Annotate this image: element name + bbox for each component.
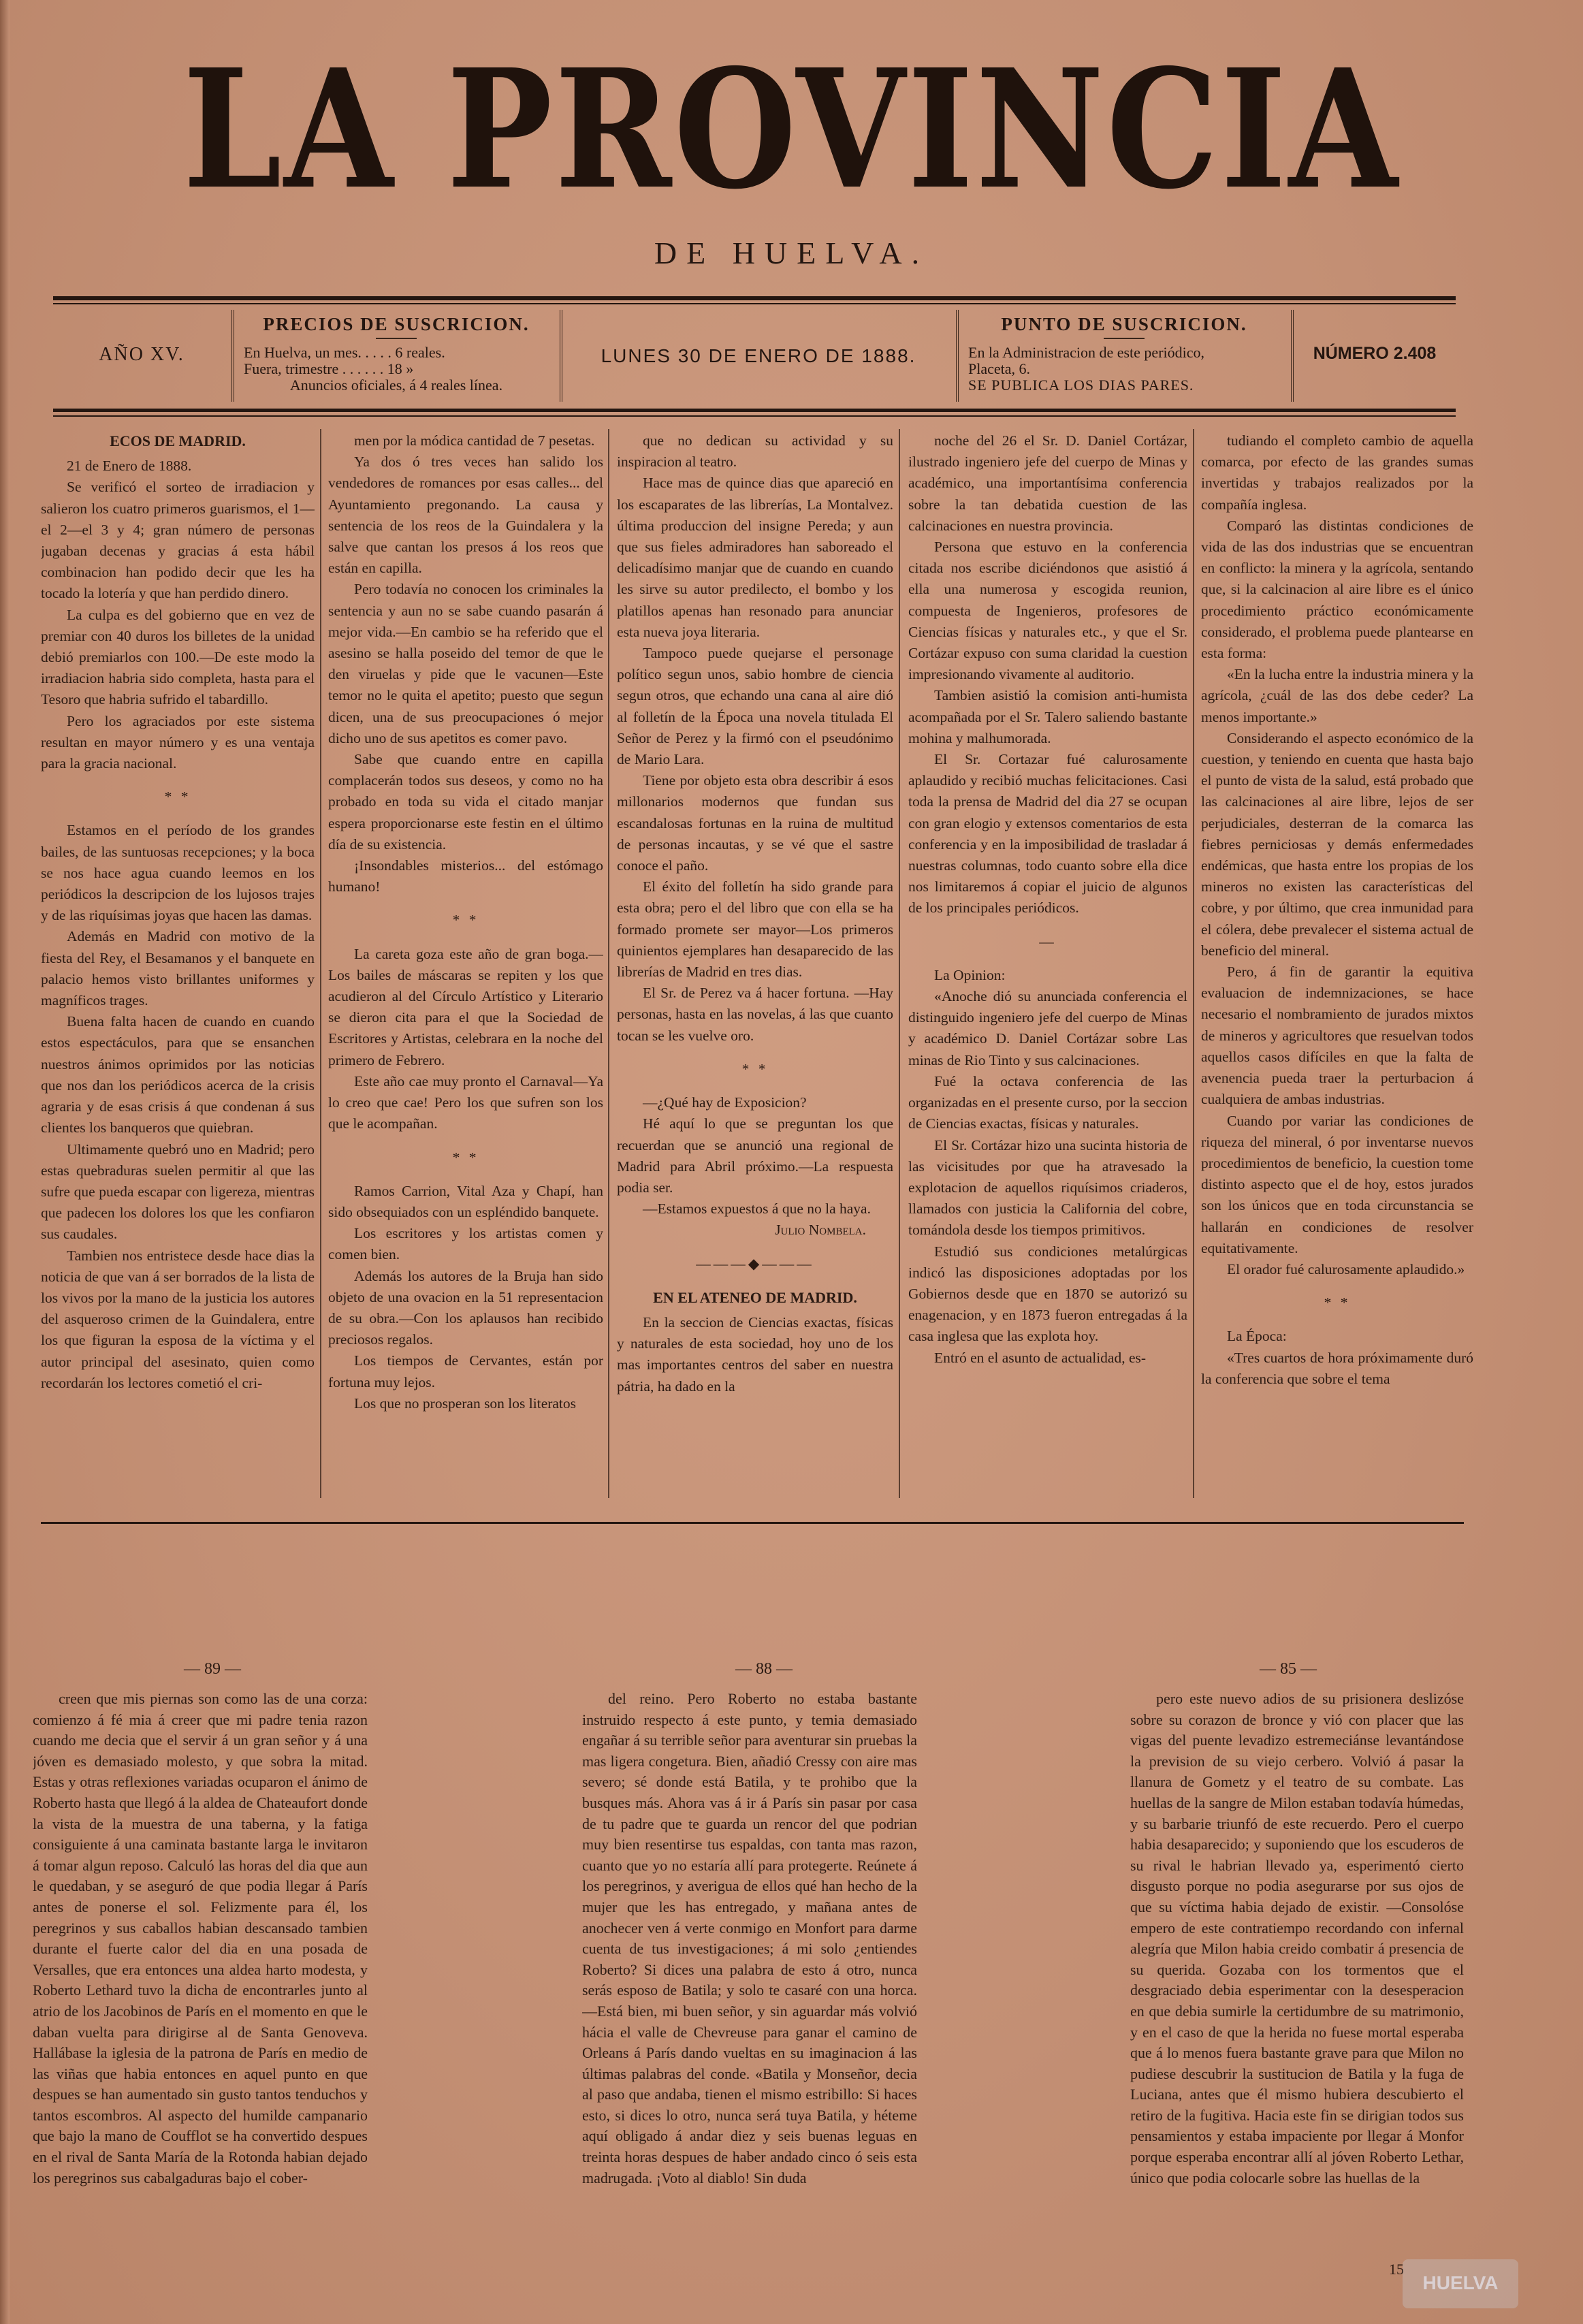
paragraph: tudiando el completo cambio de aquella comarca, por efecto de las grandes sumas invertidas y trabajos realizados por la compañía inglesa. [1201,432,1473,513]
paragraph: Tampoco puede quejarse el personage político segun unos, sabio hombre de ciencia segun otros, que echando una cana al aire dió al folletín de la Época una novela titulada El Señor de Perez y la firmó con el pseudónimo de Mario Lara. [617,645,893,768]
paragraph: La culpa es del gobierno que en vez de premiar con 40 duros los billetes de la unidad debió premiarlos con 100.—De este modo la irradiacion habria sido completa, hasta para el Tesoro que habria sufrido el tabardillo. [41,606,315,708]
paragraph: Tiene por objeto esta obra describir á esos millonarios modernos que fundan sus escandalosas fortunas en la ruina de multitud de personas incautas, y se vé que el sastre conoce el paño. [617,772,893,874]
paragraph: Buena falta hacen de cuando en cuando estos espectáculos, para que se ensanchen nuestros ánimos oprimidos por las noticias que nos dan los periódicos acerca de la crisis agraria y de esas crisis á que condenan á sus clientes los banqueros que quiebran. [41,1013,315,1136]
paragraph: Los que no prosperan son los literatos [354,1395,577,1412]
paragraph: Estudió sus condiciones metalúrgicas indicó las disposiciones adoptadas por los Gobiernos desde que en 1870 se autorizó su enagenacion, y en 1873 fueron entregadas á la casa inglesa que las explota hoy. [908,1243,1187,1345]
point-line-1: En la Administracion de este periódico, [968,344,1205,361]
section-separator: * * [452,912,479,929]
price-line-1: En Huelva, un mes. . . . . 6 reales. [244,344,445,361]
paragraph: Pero todavía no conocen los criminales la sentencia y aun no se sabe cuando pasarán á mejor vida.—En cambio se ha referido que el asesino se halla poseido del temor de que le den viruelas y pide que le vacunen—Este temor no le quita el apetito; puesto que segun dicen, una de sus preocupaciones ó mejor dicho uno de sus apetitos es comer pavo. [328,581,603,746]
section-separator: — [1039,933,1057,950]
column-rule-1 [320,429,321,1498]
paragraph: Los escritores y los artistas comen y comen bien. [328,1225,603,1263]
paragraph: La careta goza este año de gran boga.—Los bailes de máscaras se repiten y los que acudieron al del Círculo Artístico y Literario se dieron cita para el que la Sociedad de Escritores y Artistas, celebrara en la noche del primero de Febrero. [328,945,603,1068]
paragraph: En la seccion de Ciencias exactas, físicas y naturales de esta sociedad, hoy uno de los mas importantes centros del saber en nuestra pátria, ha dado en la [617,1314,893,1395]
column-4 [908,430,1187,1499]
paragraph: Fué la octava conferencia de las organizadas en el presente curso, por la seccion de Ciencias exactas, físicas y naturales. [908,1072,1187,1132]
price-line-3: Anuncios oficiales, á 4 reales línea. [289,377,503,394]
year: AÑO XV. [99,344,185,365]
paragraph: La Opinion: [934,966,1006,983]
paragraph: Sabe que cuando entre en capilla complacerán todos sus deseos, y como no ha probado en toda su vida el citado manjar espera proporcionarse este festin en el último día de su existencia. [328,751,603,853]
folletin-middle [582,1689,917,2247]
paragraph: Ya dos ó tres veces han salido los vendedores de romances por esas calles... del Ayuntamiento pregonando. La causa y sentencia de los reos de la Guindalera y la salve que cantan los presos á los reos que están en capilla. [328,453,603,577]
paragraph: Los tiempos de Cervantes, están por fortuna muy lejos. [328,1352,603,1390]
rule-top-thin [53,303,1456,304]
folletin-right-text: pero este nuevo adios de su prisionera deslizóse sobre su corazon de bronce y vió con placer que las vigas del puente levadizo estremeciánse levantándose la prevision de su viejo cerbero. Volvió á pasar la llanura de Gometz y el teatro de su combate. Las huellas de la sangre de Milon estaban todavía húmedas, y su barbarie triunfó de este recuerdo. Pero el cuerpo habia desaparecido; y suponiendo que los escuderos de su rival le habrian llevado ya, esperimentó cierto disgusto porque no podia asegurarse por sus ojos de que su víctima habia dejado de existir. —Consolóse empero de este contratiempo recordando con infernal alegría que Milon habia creido combatir á presencia de su querida. Gozaba con los tormentos que el desgraciado debia esperimentar con la desesperacion en que debia sumirle la certidumbre de su matrimonio, y en el caso de que la herida no fuese mortal esperaba que á lo menos fuera bastante grave para que Milon no pudiese descubrir la sustitucion de Batila y la fuga de Luciana, antes que él mismo hubiera descubierto el retiro de la fugitiva. Hacia este fin se dirigian todos sus pensamientos y estaba impaciente por llegar á Monfor porque esperaba encontrar allí al jóven Roberto Lethar, único que podia colocarle sobre las huellas de la [1130,1690,1464,2186]
section-separator: * * [741,1060,769,1077]
paragraph: Pero los agraciados por este sistema resultan en mayor número y es una ventaja para la gracia nacional. [41,712,315,772]
section-separator: * * [164,789,191,806]
paragraph: El orador fué calurosamente aplaudido.» [1227,1260,1465,1277]
paragraph: Persona que estuvo en la conferencia citada nos escribe diciéndonos que asistió á ella una numerosa y escogida reunion, compuesta de Ingenieros, profesores de Ciencias físicas y naturales etc., y que el Sr. Cortázar expuso con suma claridad la cuestion impresionando vivamente al auditorio. [908,539,1187,683]
page-number-middle: — 88 — [735,1660,793,1678]
paragraph: Considerando el aspecto económico de la cuestion, y teniendo en cuenta que hasta bajo el punto de vista de la salud, está probado que las calcinaciones al aire libre, lejos de ser perjudiciales, desterran de la comarca las fiebres perniciosas y demás enfermedades endémicas, que hasta entre los propias de los mineros no existen las características del cobre, y por último, que crea inmunidad para el cólera, debe prevalecer el sistema actual de beneficio del mineral. [1201,729,1473,959]
paragraph: «Anoche dió su anunciada conferencia el distinguido ingeniero jefe del cuerpo de Minas y académico D. Daniel Cortázar sobre Las minas de Rio Tinto y sus calcinaciones. [908,988,1187,1068]
paragraph: que no dedican su actividad y su inspiracion al teatro. [617,432,893,471]
folletin-left-text: creen que mis piernas son como las de una corza: comienzo á fé mia á creer que mi padre tenia razon cuando me decia que el servir á un gran señor y á una jóven es demasiado molesto, y que sobra la mitad. Estas y otras reflexiones variadas ocuparon el ánimo de Roberto hasta que llegó á la aldea de Chateaufort donde la vista de la muestra de una taberna, y la fatiga consiguiente á una caminata bastante larga le invitaron á tomar algun reposo. Calculó las horas del dia que aun le quedaban, y se aseguró de que podia llegar á París antes de ponerse el sol. Felizmente para él, los peregrinos y sus caballos habian descansado tambien durante el fuerte calor del dia en una posada de Versalles, que era entonces una aldea harto modesta, y Roberto Lethard tuvo la dicha de encontrarles junto al atrio de los Jacobinos de París en el momento en que le daban vuelta para dirigirse al de Santa Genoveva. Hallábase la iglesia de la patrona de París en medio de las viñas que habia entonces en aquel punto en que despues se han aumentado sin gusto tantos tenduchos y tantos escombros. Al aspecto del humilde campanario que bajo la mano de Coufflot se ha convertido despues en el rival de Santa María de la Rotonda habian dejado los peregrinos sus cabalgaduras bajo el cober- [33,1690,368,2186]
paragraph: «En la lucha entre la industria minera y la agrícola, ¿cuál de las dos debe ceder? La menos importante.» [1201,666,1473,725]
paragraph: men por la módica cantidad de 7 pesetas. [354,432,595,449]
folletin-right [1130,1689,1464,2254]
section-separator: * * [1324,1294,1351,1311]
paragraph: Entró en el asunto de actualidad, es- [934,1349,1147,1366]
folio-number: 15 [1389,2261,1404,2278]
paragraph: Comparó las distintas condiciones de vida de las dos industrias que se encuentran en conflicto: la minera y la agrícola, sentando que, si la calcinacion al aire libre es el único procedimiento práctico económicamente considerado, el problema puede plantearse en esta forma: [1201,517,1473,662]
date-box [560,310,955,402]
paragraph: Además en Madrid con motivo de la fiesta del Rey, el Besamanos y el banquete en palacio hemos visto brillantes uniformes y magníficos trages. [41,928,315,1009]
section-separator: * * [452,1149,479,1166]
paragraph: Ramos Carrion, Vital Aza y Chapí, han sido obsequiados con un espléndido banquete. [328,1182,603,1220]
paragraph: Cuando por variar las condiciones de riqueza del mineral, ó por inventarse nuevos procedimientos de beneficio, la cuestion tome distinto aspecto que el de hoy, estos jurados son los únicos que en toda circunstancia se hallarán en condiciones de resolver equitativamente. [1201,1112,1473,1256]
column-rule-3 [899,429,900,1498]
paragraph: Además los autores de la Bruja han sido objeto de una ovacion en la 51 representacion de su obra.—Con los aplausos han recibido preciosos regalos. [328,1267,603,1348]
article-heading: ECOS DE MADRID. [110,432,246,449]
paragraph: Pero, á fin de garantir la equitiva evaluacion de indemnizaciones, se hace necesario el nombramiento de jurados mixtos de mineros y agricultores que resuelvan todos aquellos casos difíciles en que la falta de avenencia pueda traer la perturbacion á cualquiera de ambas industrias. [1201,964,1473,1108]
paragraph: «Tres cuartos de hora próximamente duró la conferencia que sobre el tema [1201,1349,1473,1387]
article-heading: EN EL ATENEO DE MADRID. [653,1288,857,1306]
paragraph: Tambien nos entristece desde hace dias la noticia de que van á ser borrados de la lista de los vivos por la mano de la justicia los autores del asqueroso crimen de la Guindalera, entre los que figuran la esposa de la víctima y el autor principal del asesinato, quien como recordarán los lectores cometió el cri- [41,1247,315,1391]
paragraph: Este año cae muy pronto el Carnaval—Ya lo creo que cae! Pero los que sufren son los que le acompañan. [328,1072,603,1132]
column-1 [41,430,315,1499]
paragraph: Hé aquí lo que se preguntan los que recuerdan que se anunció una regional de Madrid para Abril próximo.—La respuesta podia ser. [617,1115,893,1196]
point-line-2: Placeta, 6. [968,360,1031,377]
page-number-left: — 89 — [184,1660,241,1678]
point-title: PUNTO DE SUSCRICION. [1001,314,1247,334]
paragraph: Estamos en el período de los grandes bailes, de las suntuosas recepciones; y la boca se nos hace agua cuando leemos en los periódicos la descripcion de los lujosos trajes y de las riquísimas joyas que hacen las damas. [41,822,315,924]
number-box [1291,310,1456,402]
paragraph: noche del 26 el Sr. D. Daniel Cortázar, ilustrado ingeniero jefe del cuerpo de Minas y académico, una importantísima conferencia sobre la tan debatida cuestion de las calcinaciones en nuestra provincia. [908,432,1187,534]
column-rule-2 [608,429,609,1498]
paragraph: El Sr. de Perez va á hacer fortuna. —Hay personas, hasta en las novelas, á las que cuanto tocan se les vuelve oro. [617,985,893,1044]
column-rule-4 [1193,429,1194,1498]
paragraph: Ultimamente quebró uno en Madrid; pero estas quebraduras suelen permitir al que las sufre que pueda escapar con ligereza, mientras que padecen los dolores los que les confiaron sus caudales. [41,1141,315,1243]
point-divider [1104,338,1145,339]
paragraph: Hace mas de quince dias que apareció en los escaparates de las librerías, La Montalvez. última produccion del insigne Pereda; y aun que sus fieles admiradores han saboreado el delicadísimo manjar que de cuando en cuando les sirve su autor predilecto, el bombo y los platillos apenas han resonado para anunciar esta nueva joya literaria. [617,475,893,640]
paragraph: El Sr. Cortazar fué calurosamente aplaudido y recibió muchas felicitaciones. Casi toda la prensa de Madrid del dia 27 se ocupan con gran elogio y extensos comentarios de esta conferencia y en la imposibilidad de trasladar á nuestras columnas, todo cuanto sobre ella dice nos limitaremos á copiar el juicio de algunos de los principales periódicos. [908,751,1187,917]
prices-box [231,310,558,402]
rule-top [53,296,1456,300]
paragraph: Se verificó el sorteo de irradiacion y salieron los cuatro primeros guarismos, el 1—el 2—el 3 y 4; gran número de personas jugaban decenas y gracias á esta hábil combinacion han podido decir que les ha tocado la lotería y que han perdido dinero. [41,479,315,602]
rule-bottom [41,1522,1464,1524]
paragraph: El éxito del folletín ha sido grande para esta obra; pero el del libro que con ella se ha formado promete ser mayor—Los primeros quinientos ejemplares han desaparecido de las librerías de Madrid en tres dias. [617,878,893,981]
paragraph: ¡Insondables misterios... del estómago humano! [328,857,603,895]
masthead-title: LA PROVINCIA [182,33,1401,225]
paragraph: —Estamos expuestos á que no la haya. [643,1200,871,1217]
prices-title: PRECIOS DE SUSCRICION. [263,314,530,334]
paragraph: —¿Qué hay de Exposicion? [643,1094,807,1111]
issue-number: NÚMERO 2.408 [1313,344,1437,363]
price-line-2: Fuera, trimestre . . . . . . 18 » [244,360,414,377]
issue-date: LUNES 30 DE ENERO DE 1888. [601,345,916,366]
paragraph: Tambien asistió la comision anti-humista acompañada por el Sr. Talero saliendo bastante mohina y malhumorada. [908,687,1187,746]
point-line-3: SE PUBLICA LOS DIAS PARES. [968,377,1194,394]
rule-under-header-thin [53,415,1456,417]
column-3 [617,430,893,1499]
rule-under-header [53,409,1456,412]
year-box [53,310,230,402]
column-5 [1201,430,1473,1499]
page-number-right: — 85 — [1260,1660,1317,1678]
paragraph: El Sr. Cortázar hizo una sucinta historia de las vicisitudes por que ha atravesado la explotacion de aquellos riquísimos criaderos, llamados con justicia la California del cobre, tomándola desde los tiempos primitivos. [908,1136,1187,1239]
point-box [956,310,1290,402]
folletin-left [33,1689,368,2247]
masthead-subtitle: DE HUELVA. [654,236,929,270]
paragraph: 21 de Enero de 1888. [67,458,192,475]
prices-divider [376,338,417,339]
folletin-middle-text: del reino. Pero Roberto no estaba bastante instruido respecto á este punto, y temia demasiado engañar á su terrible señor para aventurar sin pruebas la mas ligera congetura. Bien, añadió Cressy con aire mas severo; sé donde está Batila, y te prohibo que la busques más. Ahora vas á ir á París sin pasar por casa de tu padre que te guarda un rencor del que podrian muy bien resentirse tus espaldas, con tanta mas razon, cuanto que yo no estaría allí para protegerte. Reúnete á los peregrinos, y averigua de ellos qué han hecho de la mujer que les has entregado, y mañana antes de anochecer ven á verte conmigo en Monfort para darme cuenta de tus investigaciones; á mi solo ¿entiendes Roberto? Si dices una palabra de esto á otro, nunca serás esposo de Batila; y solo te casaré con una horca. —Está bien, mi buen señor, y sin aguardar más volvió hácia el valle de Chevreuse para ganar el camino de Orleans á París dando vueltas en su imaginacion á las últimas palabras del conde. «Batila y Monseñor, decia al paso que andaba, tienen el mismo estribillo: Si haces esto, si dices lo otro, nunca será tuya Batila, y héteme aquí obligado á andar diez y seis buenas leguas en treinta horas despues de haber andado cinco ó seis esta madrugada. ¡Voto al diablo! Sin duda [582,1690,917,2186]
archive-stamp: HUELVA [1403,2259,1518,2308]
author-signature: Julio Nombela. [775,1222,866,1239]
paragraph: La Época: [1227,1328,1287,1345]
section-separator: ———◆——— [696,1255,814,1272]
column-2 [328,430,603,1499]
page-edge [0,0,10,2324]
